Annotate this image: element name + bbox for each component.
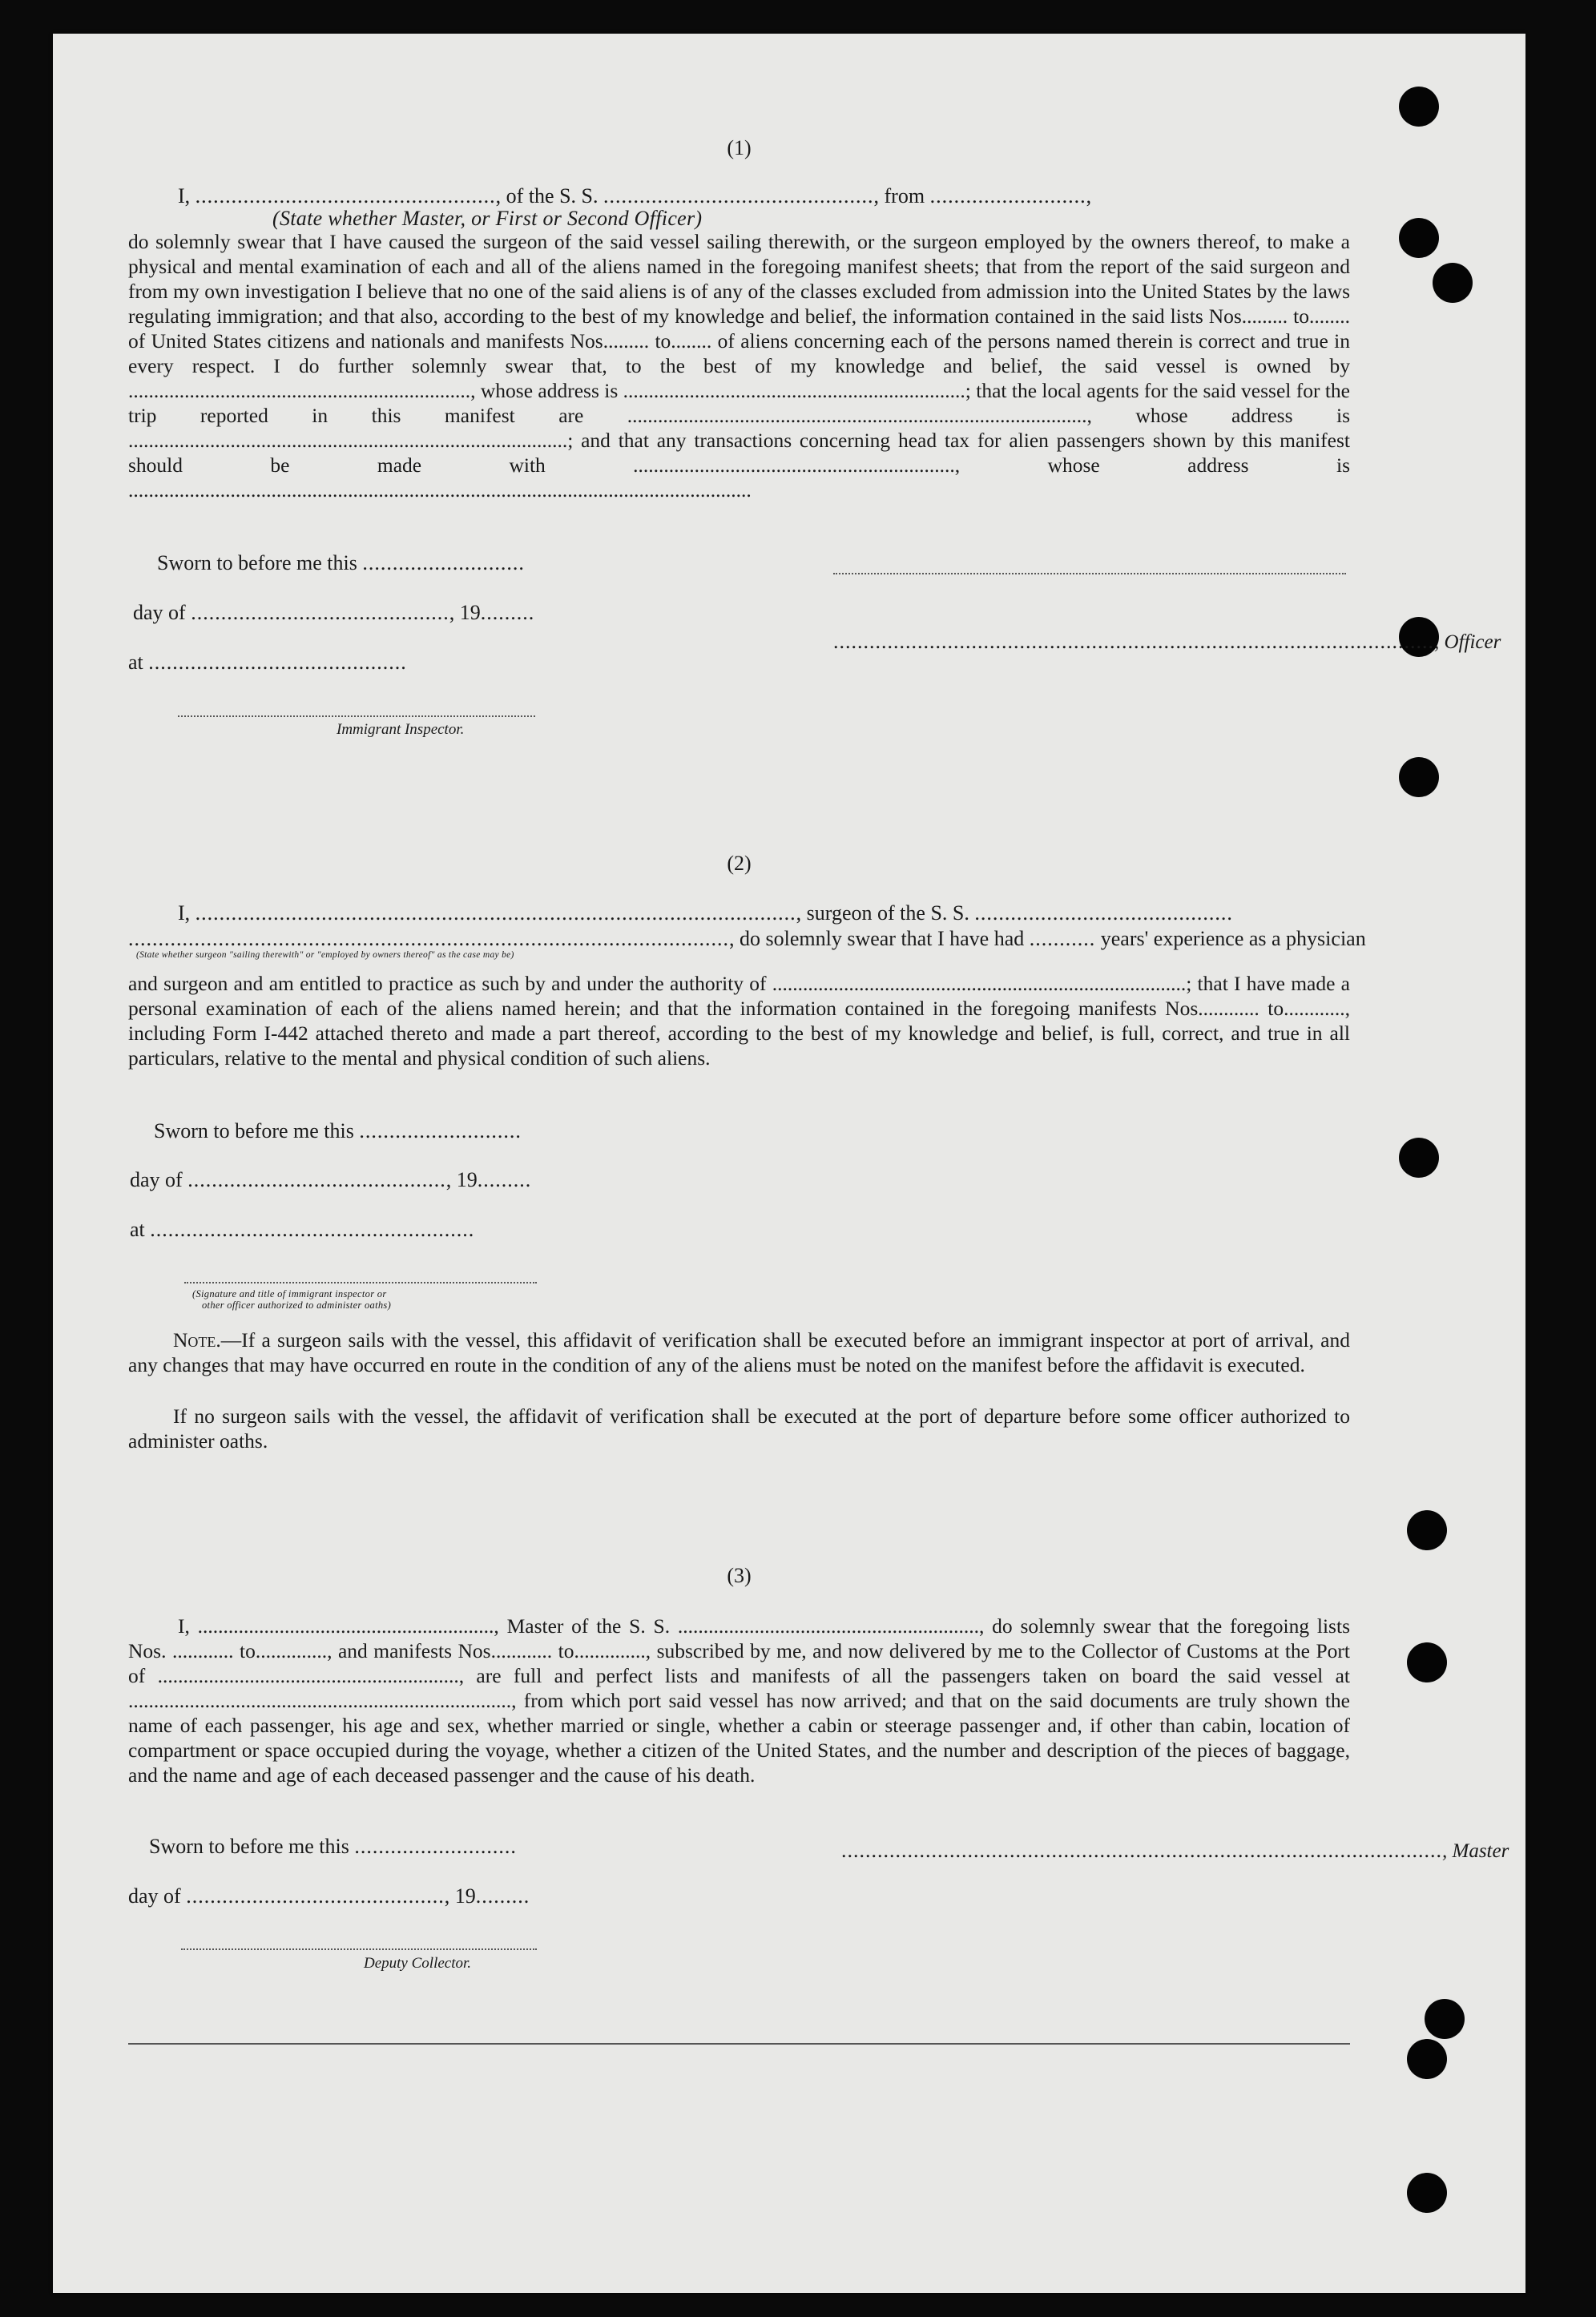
note-text-1: —If a surgeon sails with the vessel, this affidavit of verification shall be executed before an immigrant inspector at port of arrival, and any changes that may have occurred en route in the condition of any of the aliens must be noted on the manifest before the affidavit is executed. bbox=[128, 1328, 1350, 1376]
sworn-date-field[interactable]: ........................... bbox=[359, 1119, 522, 1142]
master-label: , Master bbox=[1442, 1840, 1509, 1862]
inspector-signature-line bbox=[178, 715, 535, 717]
sworn-date-field[interactable]: ........................... bbox=[362, 551, 525, 574]
punch-hole bbox=[1407, 2173, 1447, 2213]
deputy-signature-line bbox=[181, 1948, 537, 1950]
at-field[interactable]: ........................................... bbox=[148, 651, 407, 674]
field-surgeon-status[interactable]: .................................................................................................... bbox=[128, 927, 729, 950]
punch-hole bbox=[1399, 757, 1439, 797]
master-signature-row bbox=[841, 1839, 1509, 1863]
sig-caption-1: (Signature and title of immigrant inspector or bbox=[192, 1288, 387, 1300]
section-3-day-of: day of ..........................................., 19......... bbox=[128, 1884, 530, 1908]
punch-hole bbox=[1399, 87, 1439, 127]
day-of-label: day of bbox=[130, 1168, 183, 1191]
field-vessel-name[interactable]: ............................................. bbox=[603, 184, 874, 208]
officer-caption: (State whether Master, or First or Second Officer) bbox=[272, 207, 703, 230]
field-surgeon-name[interactable]: .................................................................................................... bbox=[195, 901, 796, 925]
section-1-number: (1) bbox=[727, 136, 752, 159]
label-do-solemnly: , do solemnly swear that I have had bbox=[729, 927, 1025, 950]
label-surgeon-of-ss: , surgeon of the S. S. bbox=[796, 901, 969, 925]
sig-caption-2: other officer authorized to administer oaths) bbox=[202, 1300, 392, 1311]
day-field[interactable]: ........................................... bbox=[191, 601, 449, 624]
section-2-sworn bbox=[154, 1119, 522, 1143]
year-label: 19 bbox=[454, 1884, 476, 1908]
punch-hole bbox=[1425, 1999, 1465, 2039]
at-field[interactable]: ........................................... bbox=[150, 1218, 409, 1241]
section-1-paragraph: do solemnly swear that I have caused the surgeon of the said vessel sailing therewith, or the surgeon employed by the owners thereof, to make a physical and mental examination of each and all of the aliens named in the foregoing manifest sheets; that from the report of the said surgeon and from my own investigation I believe that no one of the said aliens is of any of the classes excluded from admission into the United States by the laws regulating immigration; and that also, according to the best of my knowledge and belief, the information contained in the said lists Nos......... to........ of United States citizens and nationals and manifests Nos......... to........ of aliens concerning each of the persons named therein is correct and true in every respect. I do further solemnly swear that, to the best of my knowledge and belief, the said vessel is owned by ..................................................................., whose address is ...................................................................; that the local agents for the said vessel for the trip reported in this manifest are .........................................................................................., whose address is ......................................................................................; and that any transactions concerning head tax for alien passengers shown by this manifest should be made with ..............................................................., whose address is .......................................................................................................................... bbox=[128, 230, 1350, 502]
at-label: at bbox=[130, 1218, 145, 1241]
at-label: at bbox=[128, 651, 143, 674]
punch-hole bbox=[1407, 1510, 1447, 1550]
sworn-date-field[interactable]: ........................... bbox=[354, 1835, 517, 1858]
deputy-caption: Deputy Collector. bbox=[364, 1955, 472, 1972]
punch-hole bbox=[1433, 263, 1473, 303]
field-officer-name[interactable]: .................................................. bbox=[195, 184, 496, 208]
section-2-second-line: ...................................................................................................., do solemnly swear that I have had ........... years' experience as a physician bbox=[128, 927, 1366, 950]
sworn-label: Sworn to before me this bbox=[157, 551, 357, 574]
bottom-rule bbox=[128, 2043, 1350, 2045]
day-field[interactable]: ........................................... bbox=[187, 1168, 446, 1191]
section-3-sworn bbox=[149, 1835, 517, 1859]
day-of-label: day of bbox=[128, 1884, 181, 1908]
note-label: Note. bbox=[173, 1328, 221, 1352]
section-2-number: (2) bbox=[727, 852, 752, 875]
punch-hole bbox=[1399, 1138, 1439, 1178]
section-3-paragraph: I, .........................................................., Master of the S. S. ..........................................................., do solemnly swear that the foregoing lists Nos. ............ to.............., and manifests Nos............ to.............., subscribed by me, and now delivered by me to the Collector of Customs at the Port of ..........................................................., are full and perfect lists and manifests of all the passengers taken on board the said vessel at ..........................................................................., from which port said vessel has now arrived; and that on the said documents are truly shown the name of each passenger, his age and sex, whether married or single, whether a cabin or steerage passenger and, if other than cabin, location of compartment or space occupied during the voyage, whether a citizen of the United States, and the number and description of the pieces of baggage, and the name and age of each deceased passenger and the cause of his death. bbox=[128, 1614, 1350, 1787]
section-2-paragraph: and surgeon and am entitled to practice as such by and under the authority of .................................................................................; that I have made a personal examination of each of the aliens named herein; and that the information contained in the foregoing manifests Nos............ to............, including Form I-442 attached thereto and made a part thereof, according to the best of my knowledge and belief, is full, correct, and true in all particulars, relative to the mental and physical condition of such aliens. bbox=[128, 972, 1350, 1070]
surgeon-caption: (State whether surgeon "sailing therewith" or "employed by owners thereof" as the case may be) bbox=[136, 950, 514, 960]
sworn-label: Sworn to before me this bbox=[154, 1119, 354, 1142]
inspector-signature-line bbox=[184, 1282, 537, 1283]
field-vessel-name[interactable]: ........................................... bbox=[974, 901, 1233, 925]
note-paragraph-1 bbox=[128, 1328, 1350, 1377]
section-3-number: (3) bbox=[727, 1564, 752, 1587]
label-i: I, bbox=[178, 184, 191, 208]
inspector-caption: Immigrant Inspector. bbox=[337, 721, 465, 738]
label-i: I, bbox=[178, 901, 191, 925]
section-1-day-of: day of ..........................................., 19......... bbox=[133, 601, 535, 624]
section-1-at bbox=[128, 651, 407, 675]
section-2-day-of: day of ..........................................., 19......... bbox=[130, 1168, 532, 1191]
section-2-first-line bbox=[178, 901, 1233, 925]
officer-signature-field[interactable]: .................................................................................................... bbox=[833, 630, 1434, 653]
section-1-first-line bbox=[178, 184, 1092, 208]
punch-hole bbox=[1407, 2039, 1447, 2079]
sworn-label: Sworn to before me this bbox=[149, 1835, 349, 1858]
year-label: 19 bbox=[459, 601, 481, 624]
punch-hole bbox=[1399, 218, 1439, 258]
note-paragraph-2: If no surgeon sails with the vessel, the affidavit of verification shall be executed at the port of departure before some officer authorized to administer oaths. bbox=[128, 1404, 1350, 1453]
officer-label: , Officer bbox=[1434, 631, 1501, 653]
label-years-experience: years' experience as a physician bbox=[1100, 927, 1366, 950]
label-of-ss: , of the S. S. bbox=[495, 184, 598, 208]
year-label: 19 bbox=[456, 1168, 478, 1191]
officer-signature-row bbox=[833, 630, 1501, 654]
label-from: , from bbox=[873, 184, 925, 208]
day-of-label: day of bbox=[133, 601, 186, 624]
master-signature-field[interactable]: .................................................................................................... bbox=[841, 1839, 1442, 1862]
signature-line bbox=[833, 573, 1346, 574]
day-field[interactable]: ........................................... bbox=[186, 1884, 445, 1908]
section-1-sworn bbox=[157, 551, 525, 575]
punch-hole bbox=[1407, 1642, 1447, 1682]
field-port-from[interactable]: .........................., bbox=[929, 184, 1093, 208]
section-2-at: at ...................................................... bbox=[130, 1218, 475, 1241]
